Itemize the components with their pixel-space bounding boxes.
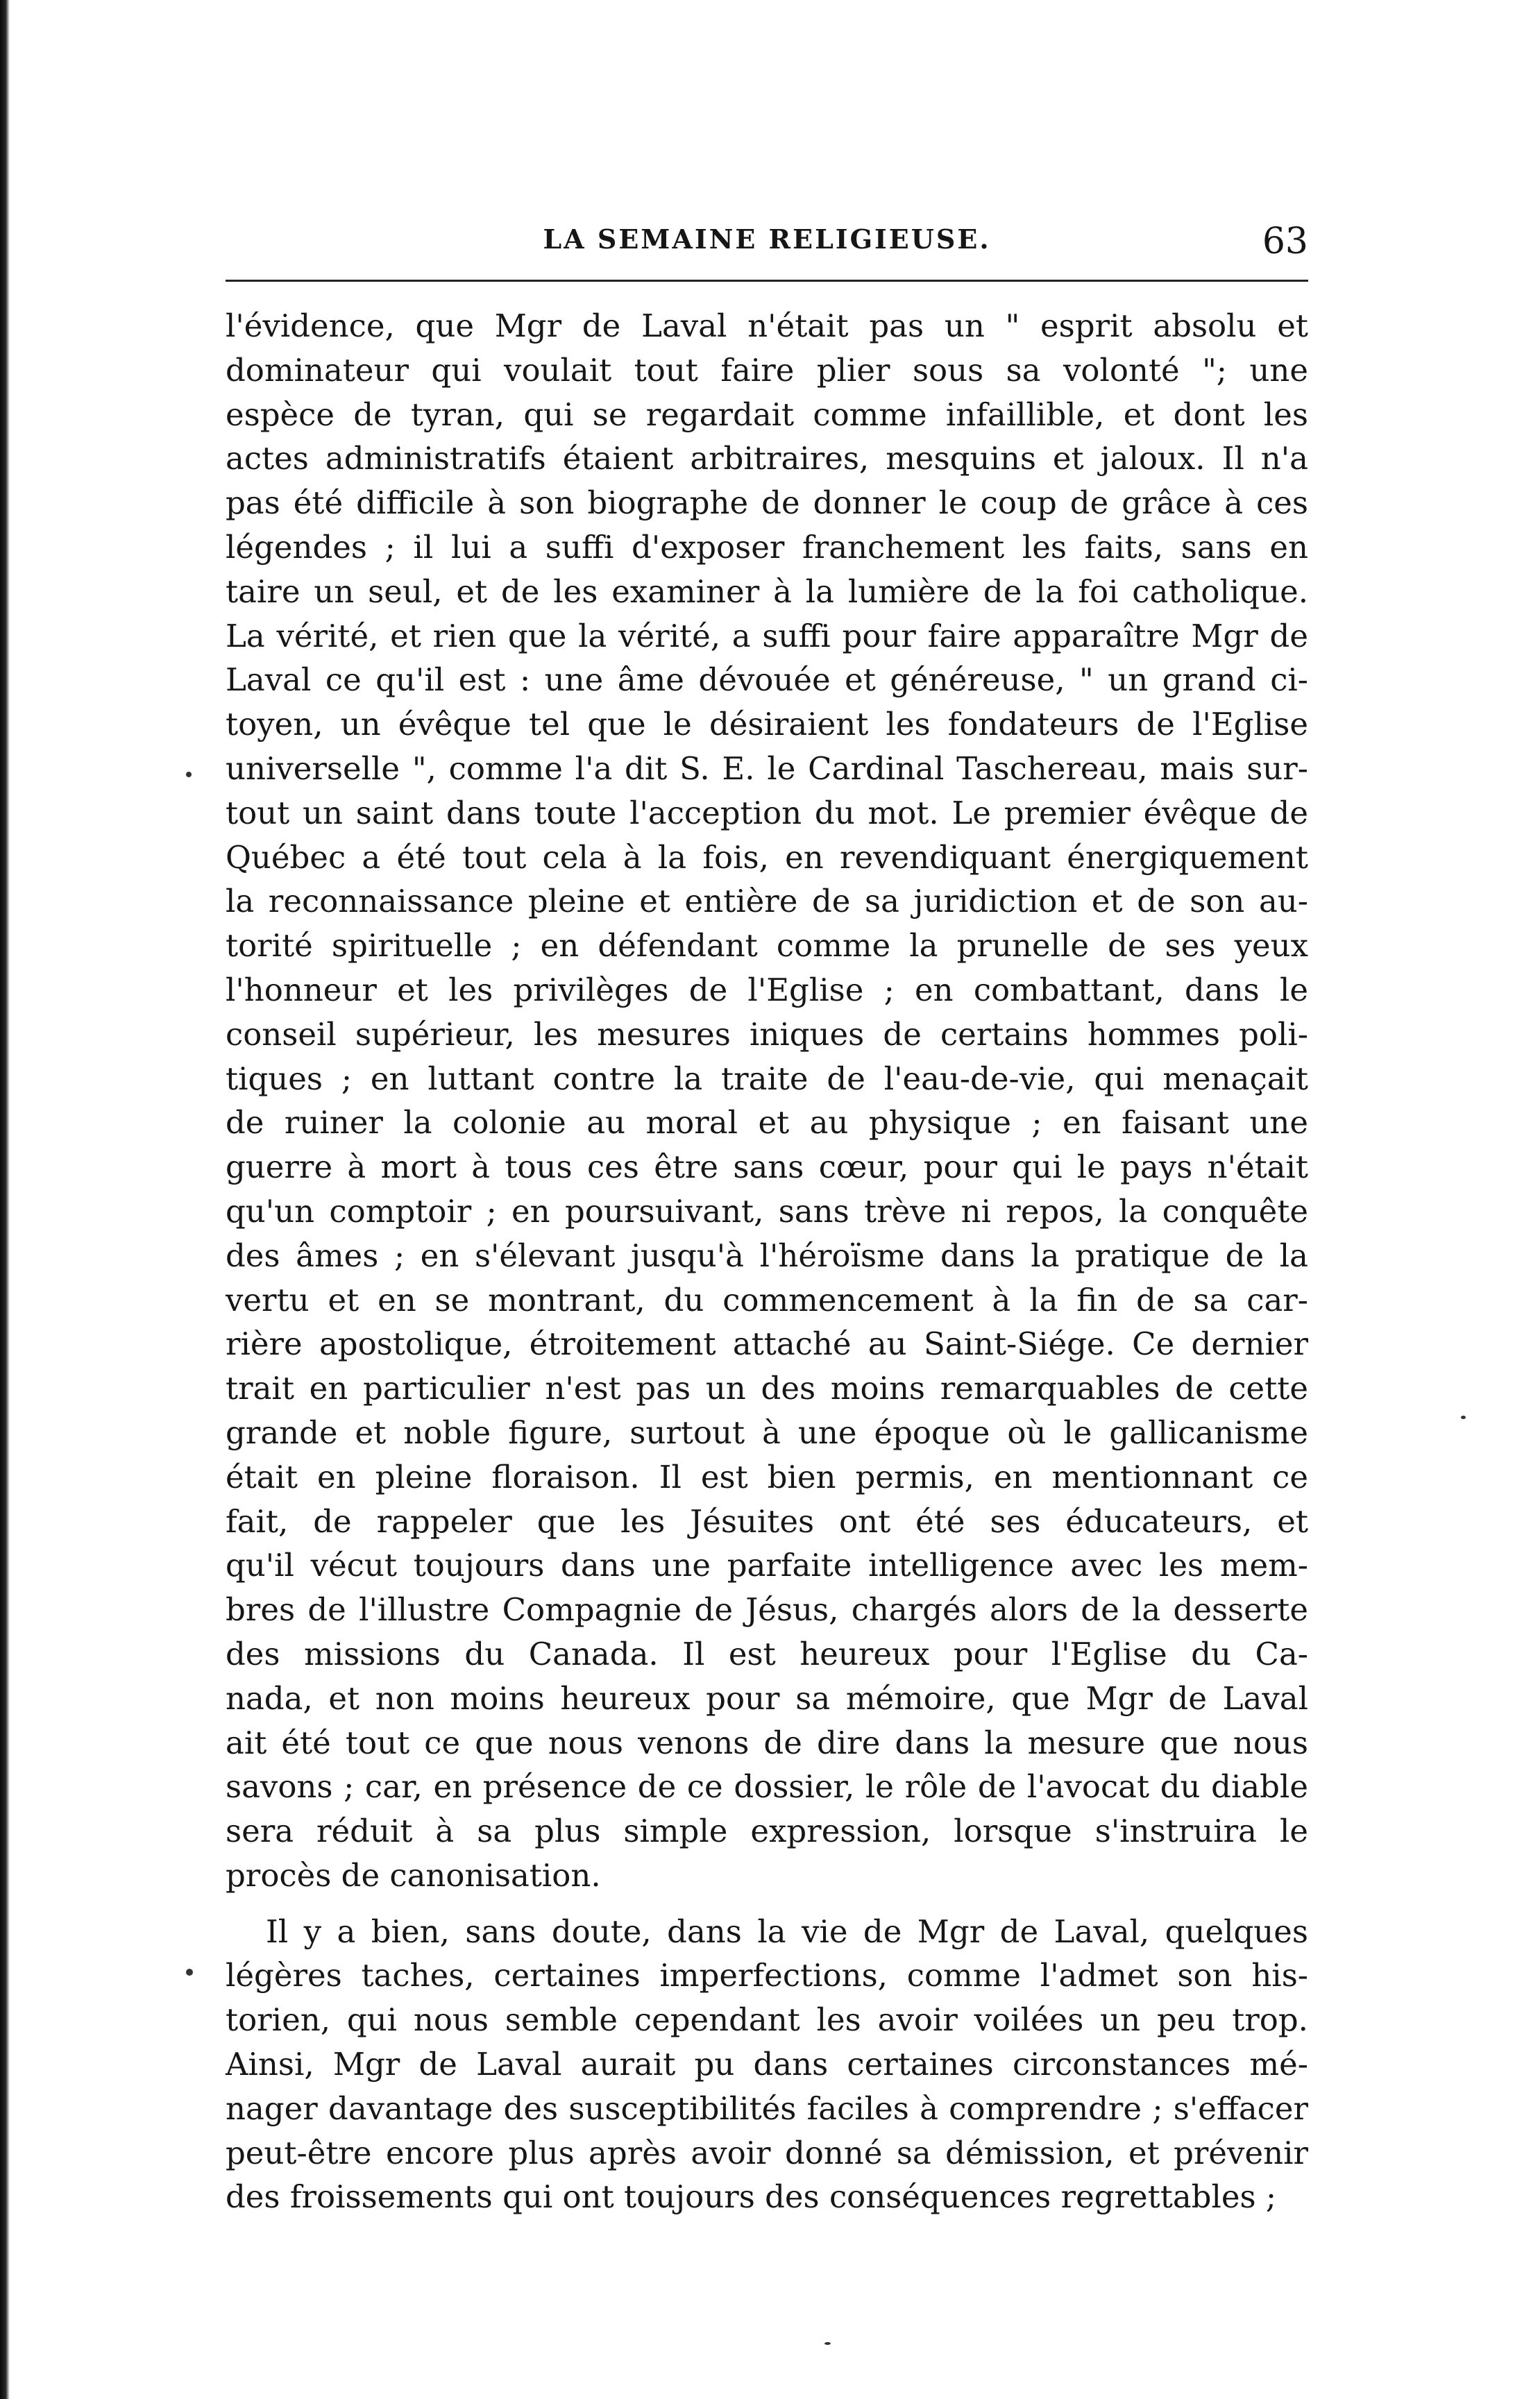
paragraph-gap xyxy=(226,1898,1308,1910)
text-line: la reconnaissance pleine et entière de sa juridiction et de son au- xyxy=(226,883,1308,920)
text-line: nada, et non moins heureux pour sa mémoire, que Mgr de Laval xyxy=(226,1679,1308,1717)
text-line: torité spirituelle ; en défendant comme la prunelle de ses yeux xyxy=(226,927,1308,965)
text-line: torien, qui nous semble cependant les avoir voilées un peu trop. xyxy=(226,2001,1308,2039)
running-title: LA SEMAINE RELIGIEUSE. xyxy=(543,223,991,255)
text-line: l'évidence, que Mgr de Laval n'était pas un " esprit absolu et xyxy=(226,307,1308,344)
text-line: conseil supérieur, les mesures iniques de certains hommes poli- xyxy=(226,1015,1308,1053)
scan-speck xyxy=(186,1969,193,1976)
text-line: légères taches, certaines imperfections, comme l'admet son his- xyxy=(226,1957,1308,1994)
text-line: bres de l'illustre Compagnie de Jésus, chargés alors de la desserte xyxy=(226,1591,1308,1629)
text-line: grande et noble figure, surtout à une époque où le gallicanisme xyxy=(226,1414,1308,1451)
text-line: universelle ", comme l'a dit S. E. le Cardinal Taschereau, mais sur- xyxy=(226,749,1308,787)
text-line: espèce de tyran, qui se regardait comme infaillible, et dont les xyxy=(226,396,1308,433)
text-line: rière apostolique, étroitement attaché au Saint-Siége. Ce dernier xyxy=(226,1325,1308,1363)
text-line: qu'un comptoir ; en poursuivant, sans trève ni repos, la conquête xyxy=(226,1192,1308,1230)
text-line: de ruiner la colonie au moral et au physique ; en faisant une xyxy=(226,1104,1308,1142)
text-line: Québec a été tout cela à la fois, en revendiquant énergiquement xyxy=(226,838,1308,876)
text-line: était en pleine floraison. Il est bien permis, en mentionnant ce xyxy=(226,1458,1308,1495)
text-line: des missions du Canada. Il est heureux pour l'Eglise du Ca- xyxy=(226,1635,1308,1672)
text-line: La vérité, et rien que la vérité, a suffi pour faire apparaître Mgr de xyxy=(226,617,1308,654)
text-line: savons ; car, en présence de ce dossier, le rôle de l'avocat du diable xyxy=(226,1768,1308,1806)
text-line: peut-être encore plus après avoir donné sa démission, et prévenir xyxy=(226,2134,1308,2171)
text-line: des âmes ; en s'élevant jusqu'à l'héroïsme dans la pratique de la xyxy=(226,1237,1308,1274)
text-line: Il y a bien, sans doute, dans la vie de Mgr de Laval, quelques xyxy=(266,1913,1308,1950)
scan-speck xyxy=(1461,1416,1466,1419)
text-line: procès de canonisation. xyxy=(226,1856,601,1894)
text-line: tout un saint dans toute l'acception du mot. Le premier évêque de xyxy=(226,794,1308,831)
text-line: Ainsi, Mgr de Laval aurait pu dans certaines circonstances mé- xyxy=(226,2046,1308,2083)
text-line: guerre à mort à tous ces être sans cœur, pour qui le pays n'était xyxy=(226,1148,1308,1186)
text-line: Laval ce qu'il est : une âme dévouée et généreuse, " un grand ci- xyxy=(226,661,1308,699)
text-line: ait été tout ce que nous venons de dire dans la mesure que nous xyxy=(226,1724,1308,1761)
text-line: légendes ; il lui a suffi d'exposer franchement les faits, sans en xyxy=(226,528,1308,566)
text-line: taire un seul, et de les examiner à la lumière de la foi catholique. xyxy=(226,573,1308,610)
header-rule xyxy=(226,280,1308,282)
text-line: toyen, un évêque tel que le désiraient les fondateurs de l'Eglise xyxy=(226,706,1308,743)
text-line: des froissements qui ont toujours des conséquences regrettables ; xyxy=(226,2178,1277,2216)
running-head xyxy=(226,221,1308,262)
text-line: qu'il vécut toujours dans une parfaite intelligence avec les mem- xyxy=(226,1547,1308,1584)
text-line: nager davantage des susceptibilités faciles à comprendre ; s'effacer xyxy=(226,2089,1308,2127)
text-line: dominateur qui voulait tout faire plier sous sa volonté "; une xyxy=(226,351,1308,389)
scan-speck xyxy=(824,2342,831,2345)
binding-edge xyxy=(0,0,10,2399)
text-line: sera réduit à sa plus simple expression, lorsque s'instruira le xyxy=(226,1813,1308,1850)
paragraph xyxy=(226,304,1308,1898)
text-line: tiques ; en luttant contre la traite de l'eau-de-vie, qui menaçait xyxy=(226,1060,1308,1097)
text-line: actes administratifs étaient arbitraires, mesquins et jaloux. Il n'a xyxy=(226,440,1308,477)
scan-speck xyxy=(186,772,192,777)
text-line: vertu et en se montrant, du commencement à la fin de sa car- xyxy=(226,1281,1308,1319)
text-line: trait en particulier n'est pas un des moins remarquables de cette xyxy=(226,1370,1308,1407)
page-number: 63 xyxy=(1262,221,1308,262)
text-line: fait, de rappeler que les Jésuites ont été ses éducateurs, et xyxy=(226,1502,1308,1540)
text-line: pas été difficile à son biographe de donner le coup de grâce à ces xyxy=(226,484,1308,522)
paragraph xyxy=(226,1910,1308,2220)
body-text xyxy=(226,304,1308,2219)
text-line: l'honneur et les privilèges de l'Eglise ; en combattant, dans le xyxy=(226,971,1308,1008)
